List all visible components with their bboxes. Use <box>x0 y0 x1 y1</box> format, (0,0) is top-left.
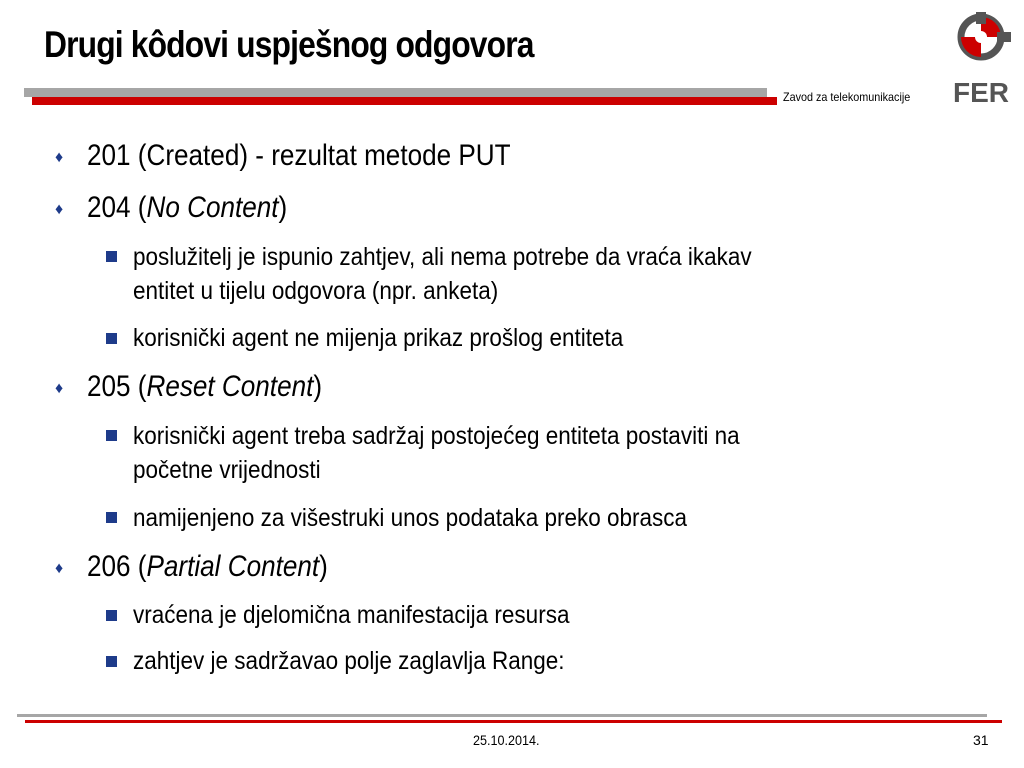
bullet-205 <box>87 367 322 407</box>
diamond-bullet-icon: ♦ <box>55 560 64 577</box>
diamond-bullet-icon: ♦ <box>55 149 64 166</box>
square-bullet-icon <box>106 251 117 262</box>
footer-red-line <box>25 720 1002 723</box>
diamond-bullet-icon: ♦ <box>55 380 64 397</box>
sub-bullet-206-1: vraćena je djelomična manifestacija resursa <box>133 601 570 629</box>
page-number: 31 <box>973 732 989 748</box>
fer-logo-text: FER <box>953 77 1009 106</box>
sub-bullet-206-2: zahtjev je sadržavao polje zaglavlja Range: <box>133 647 565 675</box>
bullet-206-suffix: ) <box>319 550 328 583</box>
bullet-206-italic: Partial Content <box>146 550 320 583</box>
bullet-201: 201 (Created) - rezultat metode PUT <box>87 139 511 172</box>
square-bullet-icon <box>106 430 117 441</box>
square-bullet-icon <box>106 610 117 621</box>
diamond-bullet-icon: ♦ <box>55 201 64 218</box>
bullet-205-italic: Reset Content <box>146 370 314 403</box>
square-bullet-icon <box>106 656 117 667</box>
bullet-205-suffix: ) <box>313 370 323 403</box>
footer-grey-line <box>17 714 987 717</box>
footer-date: 25.10.2014. <box>473 732 540 748</box>
sub-bullet-205-1-line2: početne vrijednosti <box>133 456 321 484</box>
bullet-204 <box>87 188 287 228</box>
bullet-204-suffix: ) <box>278 191 288 224</box>
bullet-204-italic: No Content <box>146 191 279 224</box>
bullet-205-prefix: 205 ( <box>87 370 147 403</box>
bullet-206 <box>87 547 328 587</box>
bullet-204-prefix: 204 ( <box>87 191 147 224</box>
sub-bullet-204-2: korisnički agent ne mijenja prikaz prošlog entiteta <box>133 324 624 352</box>
sub-bullet-204-1-line2: entitet u tijelu odgovora (npr. anketa) <box>133 277 499 305</box>
bullet-206-prefix: 206 ( <box>87 550 147 583</box>
department-label: Zavod za telekomunikacije <box>783 90 911 104</box>
sub-bullet-205-2: namijenjeno za višestruki unos podataka preko obrasca <box>133 504 688 532</box>
square-bullet-icon <box>106 512 117 523</box>
sub-bullet-204-1-line1: poslužitelj je ispunio zahtjev, ali nema potrebe da vraća ikakav <box>133 243 752 271</box>
sub-bullet-205-1-line1: korisnički agent treba sadržaj postojećeg entiteta postaviti na <box>133 422 740 450</box>
square-bullet-icon <box>106 333 117 344</box>
slide-title: Drugi kôdovi uspješnog odgovora <box>44 24 534 65</box>
